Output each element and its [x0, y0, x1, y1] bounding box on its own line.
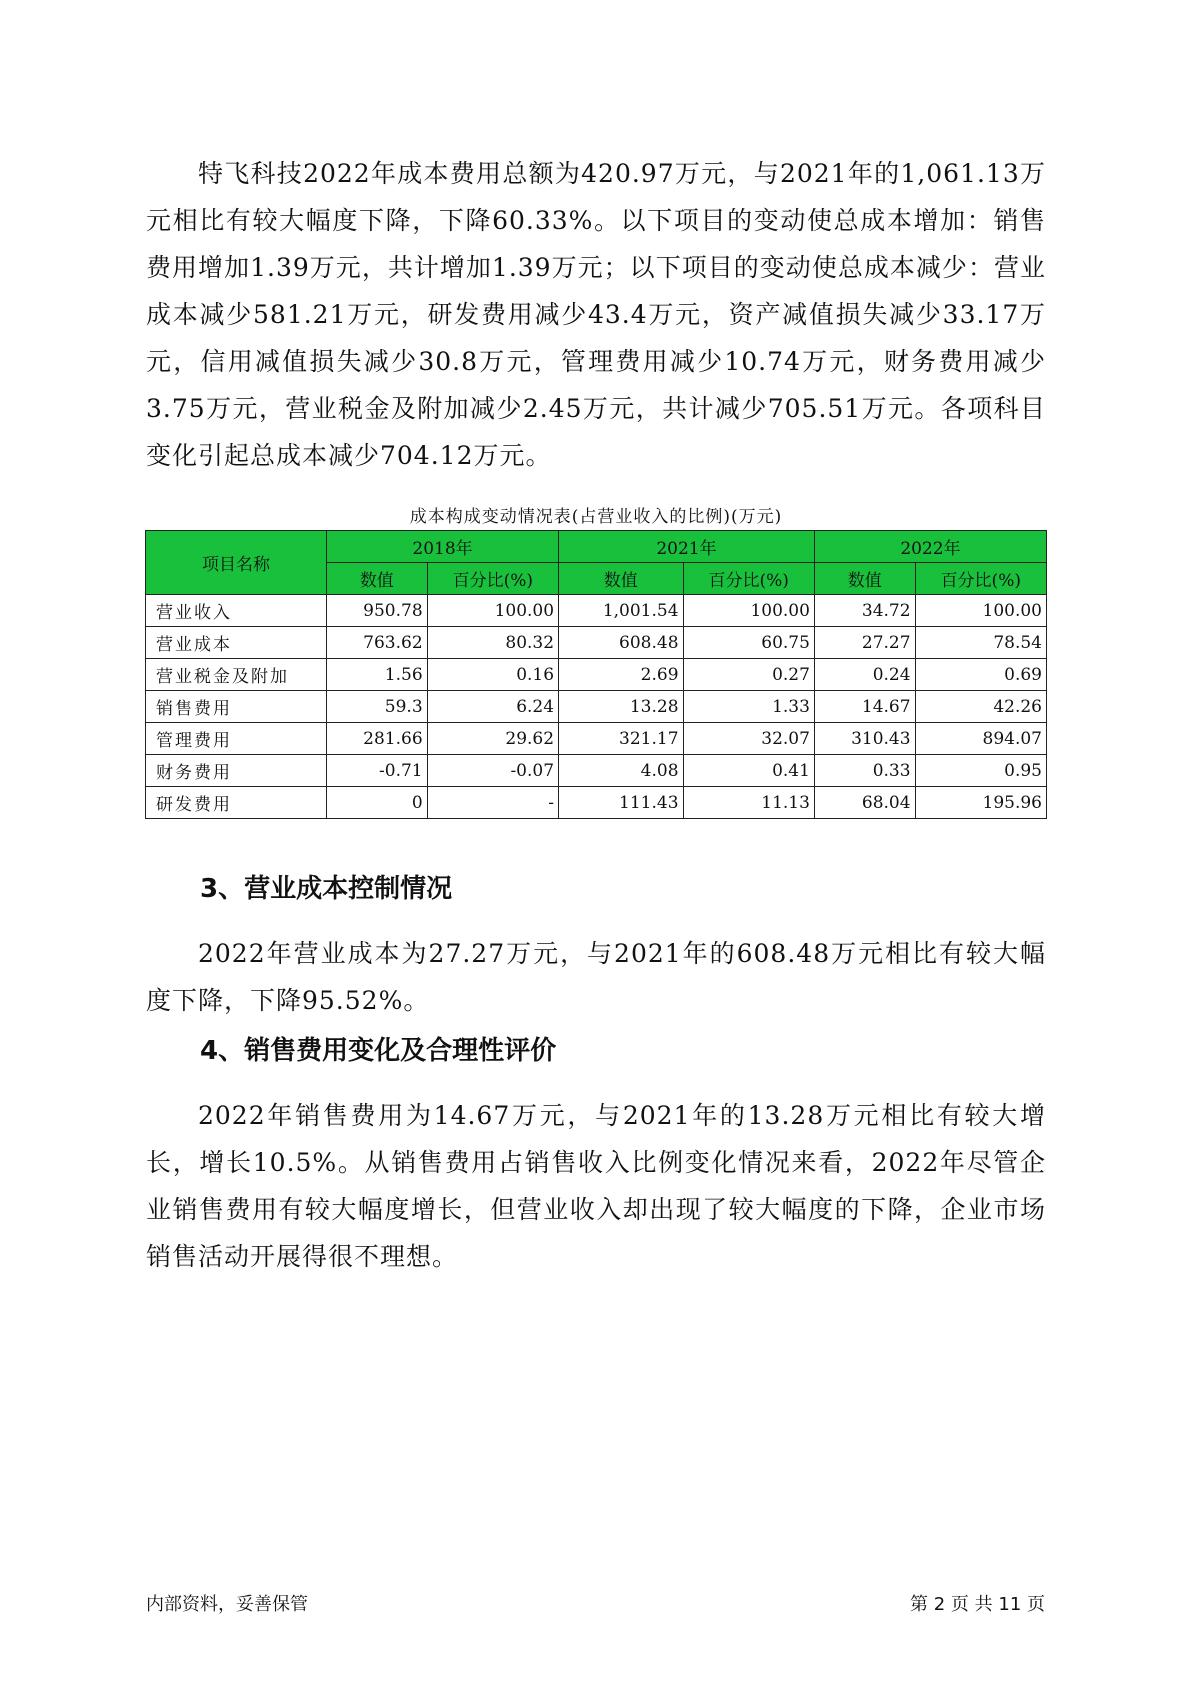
subheader-percent: 百分比(%)	[427, 563, 558, 595]
cell-value: 1,001.54	[559, 595, 683, 627]
cell-value: 34.72	[814, 595, 915, 627]
cell-percent: 78.54	[915, 627, 1046, 659]
cell-value: 0	[327, 787, 428, 819]
cell-percent: 0.16	[427, 659, 558, 691]
cell-value: 0.33	[814, 755, 915, 787]
sales-expense-paragraph: 2022年销售费用为14.67万元，与2021年的13.28万元相比有较大增长，增长10.5%。从销售费用占销售收入比例变化情况来看，2022年尽管企业销售费用有较大幅度增长，但营业收入却出现了较大幅度的下降，企业市场销售活动开展得很不理想。	[146, 1101, 1046, 1271]
subheader-value: 数值	[814, 563, 915, 595]
cell-value: 111.43	[559, 787, 683, 819]
table-row	[146, 595, 1047, 627]
table-caption: 成本构成变动情况表(占营业收入的比例)(万元)	[409, 507, 783, 527]
cell-percent: 6.24	[427, 691, 558, 723]
cell-value: 281.66	[327, 723, 428, 755]
cell-value: 59.3	[327, 691, 428, 723]
row-item-name: 管理费用	[146, 723, 327, 755]
table-row	[146, 723, 1047, 755]
cell-percent: 29.62	[427, 723, 558, 755]
cell-value: 1.56	[327, 659, 428, 691]
subheader-percent: 百分比(%)	[683, 563, 814, 595]
footer-confidential-note: 内部资料，妥善保管	[146, 1594, 308, 1615]
table-row	[146, 691, 1047, 723]
table-row	[146, 787, 1047, 819]
section-heading-sales-expense: 4、销售费用变化及合理性评价	[200, 1036, 557, 1066]
row-item-name: 营业成本	[146, 627, 327, 659]
cell-value: 27.27	[814, 627, 915, 659]
cell-value: 2.69	[559, 659, 683, 691]
cell-percent: 100.00	[915, 595, 1046, 627]
cell-value: 950.78	[327, 595, 428, 627]
cell-value: -0.71	[327, 755, 428, 787]
cell-percent: 894.07	[915, 723, 1046, 755]
cell-value: 310.43	[814, 723, 915, 755]
cell-value: 763.62	[327, 627, 428, 659]
cell-percent: 195.96	[915, 787, 1046, 819]
cell-percent: 32.07	[683, 723, 814, 755]
cell-value: 13.28	[559, 691, 683, 723]
cell-value: 321.17	[559, 723, 683, 755]
cell-value: 608.48	[559, 627, 683, 659]
header-item-name: 项目名称	[146, 531, 327, 595]
row-item-name: 营业税金及附加	[146, 659, 327, 691]
cell-percent: 0.27	[683, 659, 814, 691]
cell-value: 14.67	[814, 691, 915, 723]
cell-percent: 60.75	[683, 627, 814, 659]
header-year-2018: 2018年	[327, 531, 559, 563]
cell-percent: 80.32	[427, 627, 558, 659]
cell-value: 68.04	[814, 787, 915, 819]
table-row	[146, 659, 1047, 691]
table-body	[146, 595, 1047, 819]
subheader-value: 数值	[327, 563, 428, 595]
row-item-name: 财务费用	[146, 755, 327, 787]
operating-cost-paragraph: 2022年营业成本为27.27万元，与2021年的608.48万元相比有较大幅度下降，下降95.52%。	[146, 939, 1046, 1015]
cell-percent: -0.07	[427, 755, 558, 787]
cell-percent: 0.95	[915, 755, 1046, 787]
table-row	[146, 755, 1047, 787]
cell-percent: 100.00	[427, 595, 558, 627]
cell-percent: 0.69	[915, 659, 1046, 691]
cell-percent: 42.26	[915, 691, 1046, 723]
table-header-row-years	[146, 531, 1047, 563]
cell-percent: 11.13	[683, 787, 814, 819]
row-item-name: 营业收入	[146, 595, 327, 627]
cell-percent: 100.00	[683, 595, 814, 627]
header-year-2022: 2022年	[814, 531, 1046, 563]
cell-percent: -	[427, 787, 558, 819]
cell-value: 0.24	[814, 659, 915, 691]
footer-page-number: 第 2 页 共 11 页	[910, 1594, 1045, 1615]
cost-summary-paragraph: 特飞科技2022年成本费用总额为420.97万元，与2021年的1,061.13万元相比有较大幅度下降，下降60.33%。以下项目的变动使总成本增加：销售费用增加1.39万元，共计增加1.39万元；以下项目的变动使总成本减少：营业成本减少581.21万元，研发费用减少43.4万元，资产减值损失减少33.17万元，信用减值损失减少30.8万元，管理费用减少10.74万元，财务费用减少3.75万元，营业税金及附加减少2.45万元，共计减少705.51万元。各项科目变化引起总成本减少704.12万元。	[146, 159, 1046, 470]
row-item-name: 研发费用	[146, 787, 327, 819]
cell-percent: 0.41	[683, 755, 814, 787]
subheader-value: 数值	[559, 563, 683, 595]
cell-percent: 1.33	[683, 691, 814, 723]
table-row	[146, 627, 1047, 659]
row-item-name: 销售费用	[146, 691, 327, 723]
subheader-percent: 百分比(%)	[915, 563, 1046, 595]
header-year-2021: 2021年	[559, 531, 815, 563]
cell-value: 4.08	[559, 755, 683, 787]
section-heading-operating-cost: 3、营业成本控制情况	[200, 874, 453, 904]
cost-structure-table	[145, 530, 1047, 819]
